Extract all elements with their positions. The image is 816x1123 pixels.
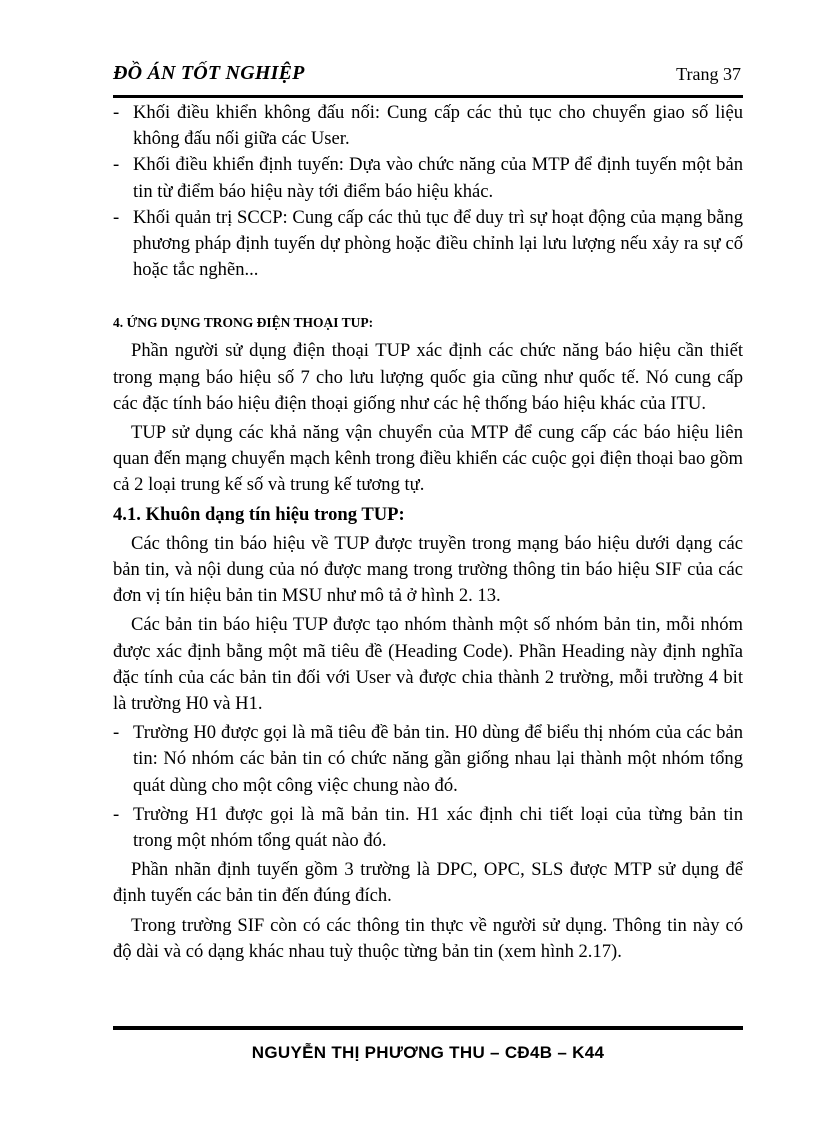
- footer-author: NGUYỄN THỊ PHƯƠNG THU – CĐ4B – K44: [251, 1043, 605, 1062]
- paragraph: Các thông tin báo hiệu về TUP được truyền trong mạng báo hiệu dưới dạng các bản tin, và nội dung của nó được mang trong trường thông tin báo hiệu SIF của các đơn vị tín hiệu bản tin MSU như mô tả ở hình 2. 13.: [113, 532, 743, 607]
- list-item-text: Khối điều khiển định tuyến: Dựa vào chức năng của MTP để định tuyến một bản tin từ điểm báo hiệu này tới điểm báo hiệu khác.: [133, 154, 743, 202]
- page-number: Trang 37: [676, 64, 741, 84]
- header-divider: [113, 95, 743, 98]
- paragraph: Phần nhãn định tuyến gồm 3 trường là DPC, OPC, SLS được MTP sử dụng để định tuyến các bản tin đến đúng đích.: [113, 859, 743, 907]
- paragraph: Trong trường SIF còn có các thông tin thực về người sử dụng. Thông tin này có độ dài và có dạng khác nhau tuỳ thuộc từng bản tin (xem hình 2.17).: [113, 914, 743, 962]
- subsection-heading: 4.1. Khuôn dạng tín hiệu trong TUP:: [113, 503, 405, 525]
- paragraph: TUP sử dụng các khả năng vận chuyển của MTP để cung cấp các báo hiệu liên quan đến mạng chuyển mạch kênh trong điều khiển các cuộc gọi điện thoại bao gồm cả 2 loại trung kế số và trung kế tương tự.: [113, 422, 743, 496]
- list-item-text: Trường H1 được gọi là mã bản tin. H1 xác định chi tiết loại của từng bản tin trong một nhóm tổng quát nào đó.: [133, 803, 743, 852]
- page-body: [113, 100, 743, 965]
- list-dash: -: [113, 206, 120, 228]
- footer-divider: [113, 1026, 743, 1030]
- list-item-text: Trường H0 được gọi là mã tiêu đề bản tin. H0 dùng để biểu thị nhóm của các bản tin: Nó nhóm các bản tin có chức năng gần giống nhau lại thành một nhóm tổng quát dùng cho một công việc chung nào đó.: [133, 722, 743, 796]
- document-title: ĐỒ ÁN TỐT NGHIỆP: [113, 62, 305, 84]
- list-item: [113, 100, 743, 152]
- list-item-text: Khối điều khiển không đấu nối: Cung cấp các thủ tục cho chuyển giao số liệu không đấu nối giữa các User.: [133, 102, 743, 150]
- paragraph: Phần người sử dụng điện thoại TUP xác định các chức năng báo hiệu cần thiết trong mạng báo hiệu số 7 cho lưu lượng quốc gia cũng như quốc tế. Nó cung cấp các đặc tính báo hiệu điện thoại giống như các hệ thống báo hiệu khác của ITU.: [113, 340, 743, 414]
- paragraph: Các bản tin báo hiệu TUP được tạo nhóm thành một số nhóm bản tin, mỗi nhóm được xác định bằng một mã tiêu đề (Heading Code). Phần Heading này định nghĩa đặc tính của các bản tin đối với User và được chia thành 2 trường, mỗi trường 4 bit là trường H0 và H1.: [113, 614, 743, 715]
- list-item: [113, 152, 743, 204]
- list-item: [113, 802, 743, 854]
- list-item: [113, 720, 743, 799]
- list-item-text: Khối quản trị SCCP: Cung cấp các thủ tục để duy trì sự hoạt động của mạng bằng phương pháp định tuyến dự phòng hoặc điều chỉnh lại lưu lượng nếu xảy ra sự cố hoặc tắc nghẽn...: [133, 206, 743, 281]
- page-header: [113, 62, 743, 90]
- section-heading: 4. ỨNG DỤNG TRONG ĐIỆN THOẠI TUP:: [113, 315, 374, 331]
- list-dash: -: [113, 154, 120, 176]
- list-dash: -: [113, 722, 120, 744]
- list-dash: -: [113, 102, 120, 123]
- list-item: [113, 205, 743, 284]
- list-dash: -: [113, 803, 120, 825]
